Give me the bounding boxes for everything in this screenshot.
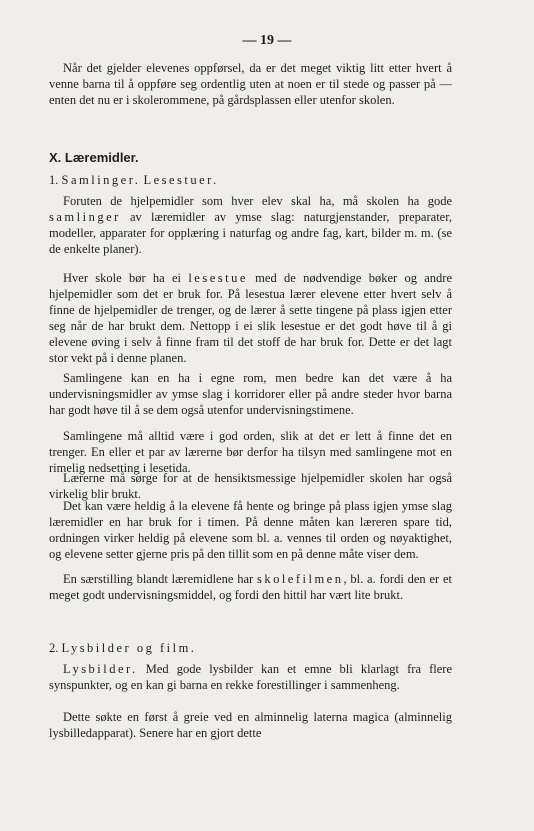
paragraph-8-spaced: Lysbilder. [63,662,138,676]
section-title: Læremidler. [64,150,139,165]
paragraph-1-part-a: Foruten de hjelpemidler som hver elev skal ha, må skolen ha gode [63,194,452,208]
subsection-2-heading [49,640,452,656]
paragraph-7 [49,571,452,603]
subsection-1-number: 1. [49,173,59,187]
paragraph-2-part-a: Hver skole bør ha ei [63,271,189,285]
subsection-1-title-b: Lesestuer. [143,173,219,187]
paragraph-2 [49,270,452,366]
subsection-2-title: Lysbilder og film. [61,641,197,655]
subsection-2-number: 2. [49,641,59,655]
page-number: — 19 — [242,33,292,48]
section-number: X. [49,150,62,165]
paragraph-4: Samlingene må alltid være i god orden, slik at det er lett å finne det en trenger. En eller et par av lærerne bør derfor ha tilsyn med samlingene mot en rimelig nedsetting i lesetida. [49,429,452,475]
paragraph-7-spaced: skolefilmen [256,572,344,586]
paragraph-6: Det kan være heldig å la elevene få hente og bringe på plass igjen ymse slag læremidler en har bruk for i timen. På denne måten kan læreren spare tid, ordningen virker heldig på elevene som bl. a. vennes til orden og nøyaktighet, og elevene setter gjerne pris på den tillit som en på denne måte viser dem. [49,499,452,561]
subsection-1-heading [49,172,452,188]
paragraph-1-part-b: av læremidler av ymse slag: naturgjenstander, preparater, modeller, apparater for opplæring i naturfag og andre fag, kart, bilder m. m. (se de enkelte planer). [49,210,452,256]
paragraph-1 [49,193,452,257]
paragraph-3: Samlingene kan en ha i egne rom, men bedre kan det være å ha undervisningsmidler av ymse slag i korridorer eller på andre steder hvor barna har godt høve til å se dem også utenfor undervisningstimene. [49,371,452,417]
paragraph-7-part-b: , bl. a. fordi den er et meget godt undervisningsmiddel, og fordi den hittil har vært lite brukt. [49,572,452,602]
paragraph-1-spaced: samlinger [49,210,121,224]
paragraph-7-part-a: En særstilling blandt læremidlene har [63,572,257,586]
paragraph-2-spaced: lesestue [188,271,248,285]
paragraph-8-part-b: Med gode lysbilder kan et emne bli klarlagt fra flere synspunkter, og en kan gi barna en rekke forestillinger i sammenheng. [49,662,452,692]
intro-paragraph: Når det gjelder elevenes oppførsel, da er det meget viktig litt etter hvert å venne barna til å oppføre seg ordentlig uten at noen er til stede og passer på — enten det nu er i skolerommene, på gårdsplassen eller utenfor skolen. [49,61,452,107]
paragraph-2-part-b: med de nødvendige bøker og andre hjelpemidler som det er bruk for. På lesestua lærer elevene etter hvert selv å finne de hjelpemidler de trenger, og de lærer å sette tingene på plass igjen etter seg når de har brukt dem. Nettopp i ei slik lesestue er det godt høve til å gi elevene øving i selv å finne fram til det stoff de har bruk for. Dette er det lagt stor vekt på i denne planen. [49,271,452,365]
paragraph-8 [49,661,452,693]
paragraph-5: Lærerne må sørge for at de hensiktsmessige hjelpemidler skolen har også virkelig blir brukt. [49,471,452,501]
paragraph-9: Dette søkte en først å greie ved en alminnelig laterna magica (alminnelig lysbilledapparat). Senere har en gjort dette [49,710,452,740]
section-heading [49,150,452,165]
subsection-1-title-a: Samlinger. [61,173,141,187]
